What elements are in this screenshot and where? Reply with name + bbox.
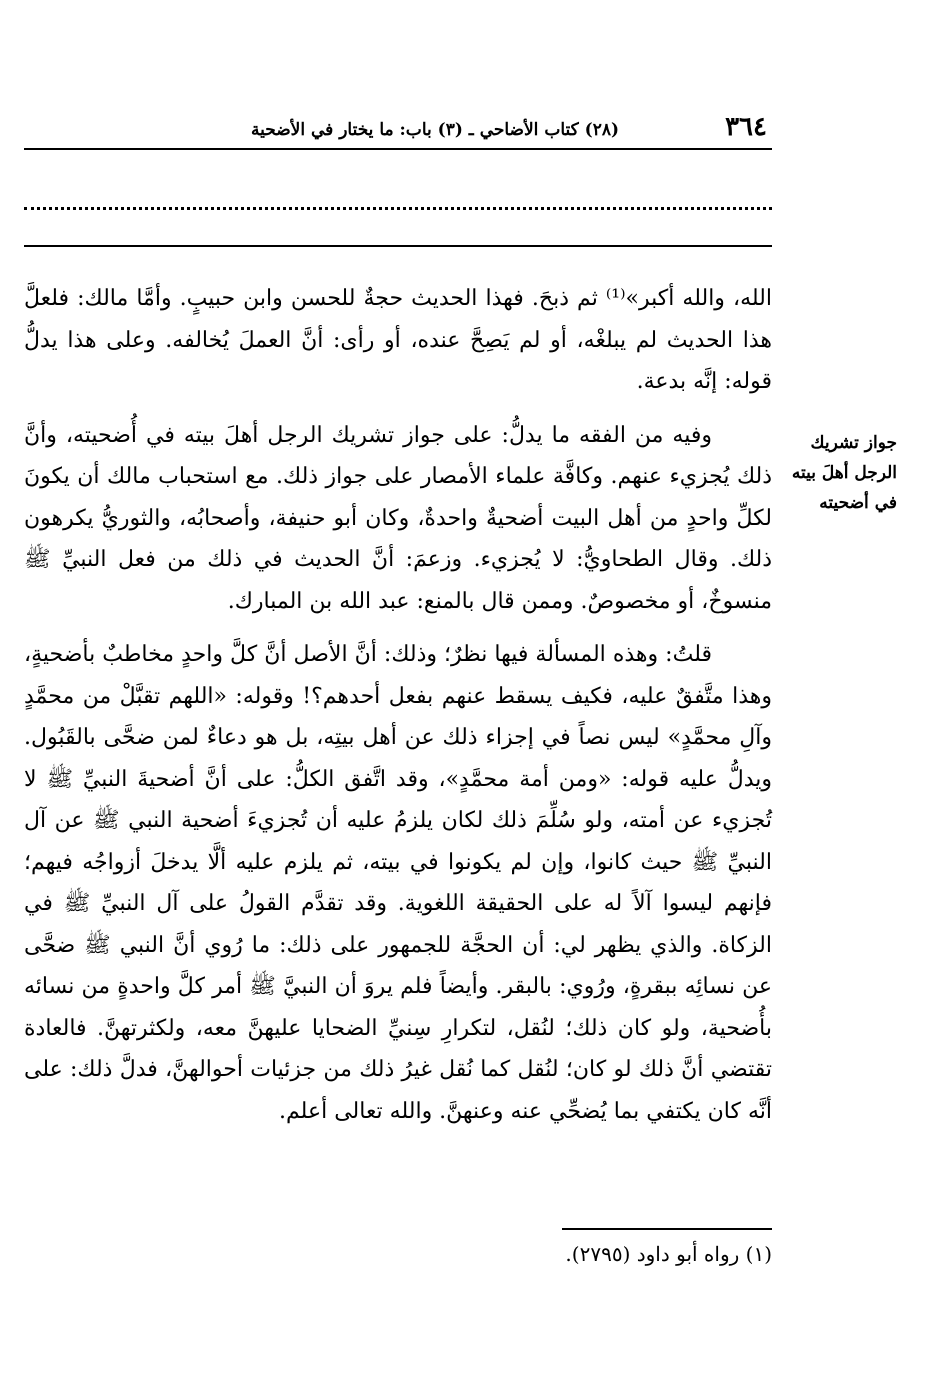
running-title: (٢٨) كتاب الأضاحي ـ (٣) باب: ما يختار في الأضحية — [250, 120, 619, 140]
footnote: (١) رواه أبو داود (٢٧٩٥). — [565, 1242, 772, 1266]
footnote-rule — [562, 1228, 772, 1230]
marginal-note: جواز تشريك الرجل أهلَ بيته في أضحيته — [791, 433, 897, 513]
paragraph-1: الله، والله أكبر»⁽¹⁾ ثم ذبحَ. فهذا الحديث حجةٌ للحسن وابن حبيبٍ. وأمَّا مالك: فلعلَّ هذا الحديث لم يبلغْه، أو لم يَصِحَّ عنده، أو رأى: أنَّ العملَ يُخالفه. وعلى هذا يدلُّ قوله: إنَّه بدعة. — [24, 286, 772, 394]
main-text — [24, 278, 772, 1144]
dotted-separator — [24, 190, 772, 210]
paragraph-2: وفيه من الفقه ما يدلُّ: على جواز تشريك الرجل أهلَ بيته في أُضحيته، وأنَّ ذلك يُجزيء عنهم. وكافَّة علماء الأمصار على جواز ذلك. مع استحباب مالك أن يكونَ لكلِّ واحدٍ من أهل البيت أضحيةٌ واحدةٌ، وكان أبو حنيفة، وأصحابُه، والثوريُّ يكرهون ذلك. وقال الطحاويُّ: لا يُجزيء. وزعمَ: أنَّ الحديث في ذلك من فعل النبيِّ ﷺ منسوخٌ، أو مخصوصٌ. وممن قال بالمنع: عبد الله بن المبارك. — [24, 422, 772, 614]
page-number: ٣٦٤ — [725, 112, 767, 142]
section-rule — [24, 245, 772, 247]
page-header — [24, 112, 769, 144]
paragraph-3: قلتُ: وهذه المسألة فيها نظرٌ؛ وذلك: أنَّ الأصل أنَّ كلَّ واحدٍ مخاطبٌ بأضحيةٍ، وهذا متَّفقٌ عليه، فكيف يسقط عنهم بفعل أحدهم؟! وقوله: «اللهم تقبَّلْ من محمَّدٍ وآلِ محمَّدٍ» ليس نصاً في إجزاء ذلك عن أهل بيتِه، بل هو دعاءٌ لمن ضحَّى بالقَبُول. ويدلُّ عليه قوله: «ومن أمة محمَّدٍ»، وقد اتَّفق الكلُّ: على أنَّ أضحيةَ النبيِّ ﷺ لا تُجزيء عن أمته، ولو سُلِّمَ ذلك لكان يلزمُ عليه أن تُجزيءَ أضحية النبي ﷺ عن آل النبيِّ ﷺ حيث كانوا، وإن لم يكونوا في بيته، ثم يلزم عليه ألَّا يدخلَ أزواجُه فيهم؛ فإنهم ليسوا آلاً له على الحقيقة اللغوية. وقد تقدَّم القولُ على آل النبيِّ ﷺ في الزكاة. والذي يظهر لي: أن الحجَّة للجمهور على ذلك: ما رُوي أنَّ النبي ﷺ ضحَّى عن نسائِه ببقرةٍ، ورُوي: بالبقر. وأيضاً فلم يروَ أن النبيَّ ﷺ أمر كلَّ واحدةٍ من نسائه بأُضحية، ولو كان ذلك؛ لنُقل، لتكرارِ سِنيِّ الضحايا عليهنَّ معه، ولكثرتهنَّ. فالعادة تقتضي أنَّ ذلك لو كان؛ لنُقل كما نُقل غيرُ ذلك من جزئيات أحوالهنَّ، فدلَّ ذلك: على أنَّه كان يكتفي بما يُضحِّي عنه وعنهنَّ. والله تعالى أعلم. — [24, 642, 772, 1124]
header-rule — [24, 148, 772, 150]
